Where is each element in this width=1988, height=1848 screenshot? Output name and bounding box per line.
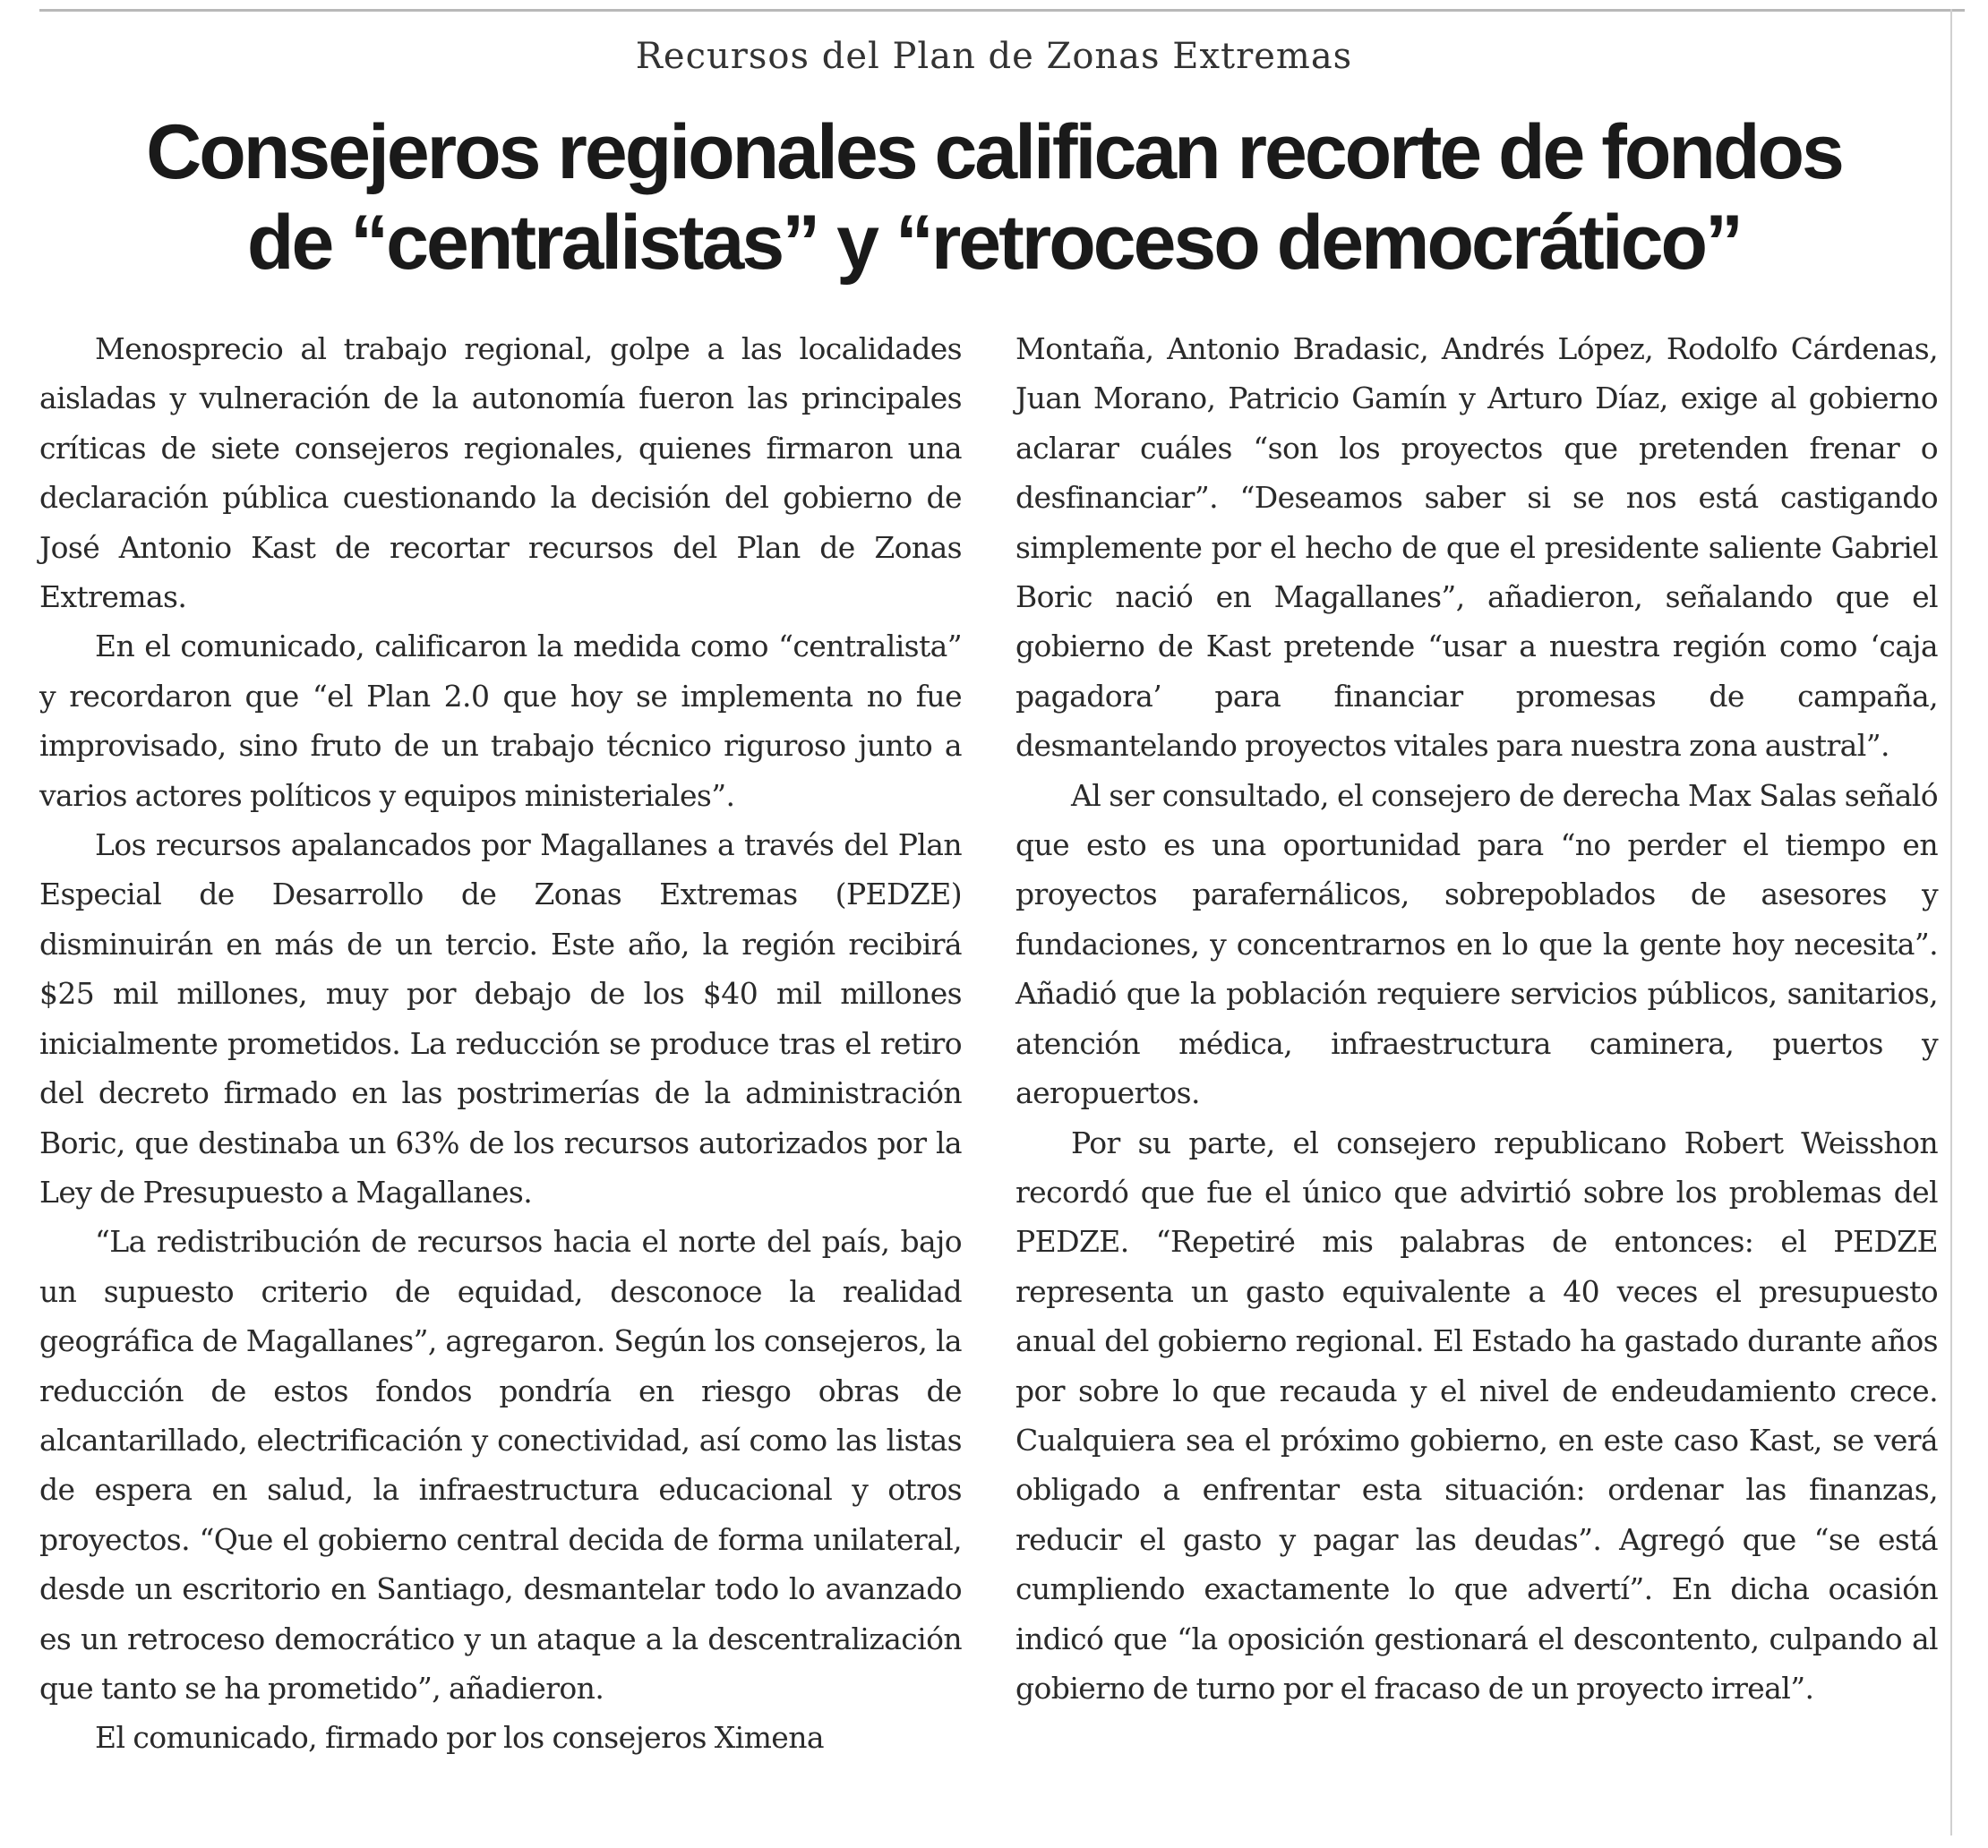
headline-line-1: Consejeros regionales califican recorte de fondos — [146, 109, 1842, 195]
paragraph: Al ser consultado, el consejero de derecha Max Salas señaló que esto es una oportunidad para “no perder el tiempo en proyectos parafernálicos, sobrepoblados de asesores y fundaciones, y concentrarnos en lo que la gente hoy necesita”. Añadió que la población requiere servicios públicos, sanitarios, atención médica, infraestructura caminera, puertos y aeropuertos. — [1015, 777, 1938, 1111]
paragraph: El comunicado, firmado por los consejeros Ximena — [95, 1720, 824, 1756]
paragraph: Por su parte, el consejero republicano Robert Weisshon recordó que fue el único que advirtió sobre los problemas del PEDZE. “Repetiré mis palabras de entonces: el PEDZE representa un gasto equivalente a 40 veces el presupuesto anual del gobierno regional. El Estado ha gastado durante años por sobre lo que recauda y el nivel de endeudamiento crece. Cualquiera sea el próximo gobierno, en este caso Kast, se verá obligado a enfrentar esta situación: ordenar las finanzas, reducir el gasto y pagar las deudas”. Agregó que “se está cumpliendo exactamente lo que advertí”. En dicha ocasión indicó que “la oposición gestionará el descontento, culpando al gobierno de turno por el fracaso de un proyecto irreal”. — [1015, 1125, 1938, 1706]
paragraph: Menosprecio al trabajo regional, golpe a las localidades aisladas y vulneración de la autonomía fueron las principales críticas de siete consejeros regionales, quienes firmaron una declaración pública cuestionando la decisión del gobierno de José Antonio Kast de recortar recursos del Plan de Zonas Extremas. — [39, 331, 962, 615]
top-rule — [39, 9, 1965, 12]
headline-line-2: de “centralistas” y “retroceso democrático” — [246, 200, 1742, 287]
article-column-right — [1015, 324, 1938, 1713]
article-kicker: Recursos del Plan de Zonas Extremas — [635, 36, 1353, 77]
paragraph: Los recursos apalancados por Magallanes a través del Plan Especial de Desarrollo de Zonas Extremas (PEDZE) disminuirán en más de un tercio. Este año, la región recibirá $25 mil millones, muy por debajo de los $40 mil millones inicialmente prometidos. La reducción se produce tras el retiro del decreto firmado en las postrimerías de la administración Boric, que destinaba un 63% de los recursos autorizados por la Ley de Presupuesto a Magallanes. — [39, 827, 962, 1210]
paragraph-continuation: Montaña, Antonio Bradasic, Andrés López, Rodolfo Cárdenas, Juan Morano, Patricio Gamín y Arturo Díaz, exige al gobierno aclarar cuáles “son los proyectos que pretenden frenar o desfinanciar”. “Deseamos saber si se nos está castigando simplemente por el hecho de que el presidente saliente Gabriel Boric nació en Magallanes”, añadieron, señalando que el gobierno de Kast pretende “usar a nuestra región como ‘caja pagadora’ para financiar promesas de campaña, desmantelando proyectos vitales para nuestra zona austral”. — [1015, 331, 1938, 764]
paragraph: “La redistribución de recursos hacia el norte del país, bajo un supuesto criterio de equidad, desconoce la realidad geográfica de Magallanes”, agregaron. Según los consejeros, la reducción de estos fondos pondría en riesgo obras de alcantarillado, electrificación y conectividad, así como las listas de espera en salud, la infraestructura educacional y otros proyectos. “Que el gobierno central decida de forma unilateral, desde un escritorio en Santiago, desmantelar todo lo avanzado es un retroceso democrático y un ataque a la descentralización que tanto se ha prometido”, añadieron. — [39, 1224, 962, 1706]
article-column-left — [39, 324, 962, 1763]
article-headline — [36, 107, 1952, 289]
paragraph: En el comunicado, calificaron la medida como “centralista” y recordaron que “el Plan 2.0 que hoy se implementa no fue improvisado, sino fruto de un trabajo técnico riguroso junto a varios actores políticos y equipos ministeriales”. — [39, 629, 962, 813]
